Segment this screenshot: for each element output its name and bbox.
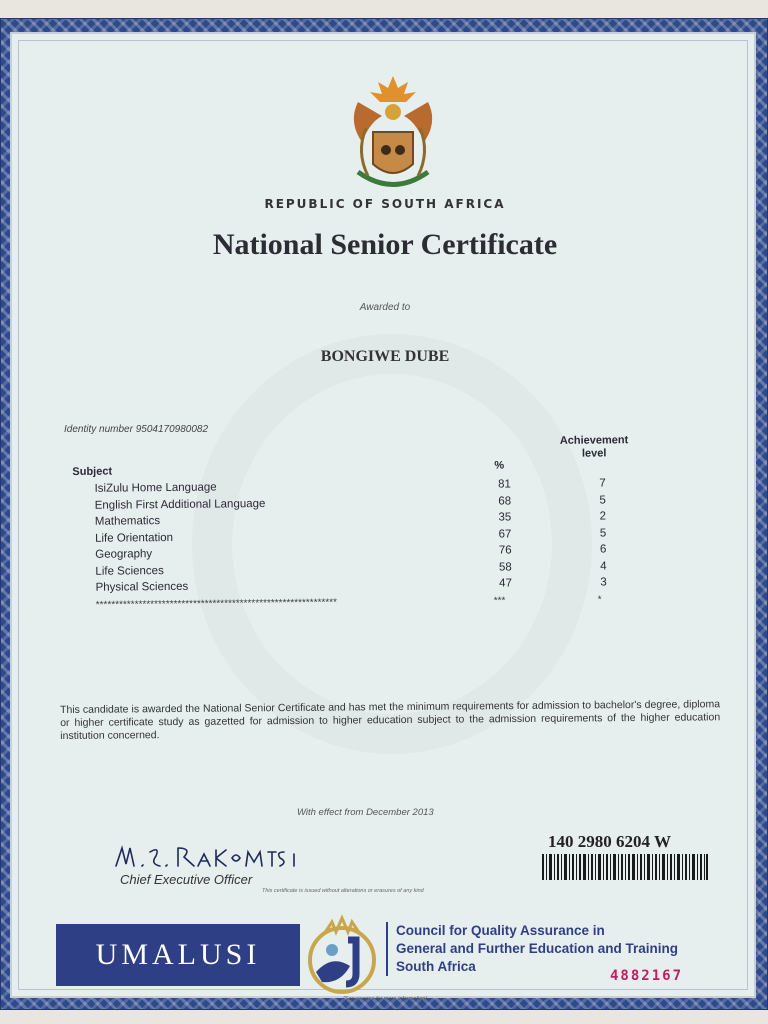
- subject-percent: 58: [498, 560, 512, 574]
- achievement-header-line2: level: [581, 447, 607, 460]
- results-table: [72, 432, 674, 618]
- percent-column-header: %: [494, 459, 505, 472]
- end-of-results-line: **************************************************************: [95, 597, 338, 611]
- subject-level: 6: [599, 543, 607, 556]
- subject-percent: 35: [498, 511, 512, 524]
- subject-percent: 76: [498, 544, 512, 557]
- subject-level: 5: [599, 526, 607, 539]
- result-rows: [94, 475, 655, 596]
- subject-percent: 47: [499, 577, 513, 590]
- certificate-fineprint: This certificate is issued without alterations or erasures of any kind: [262, 888, 424, 894]
- subject-name: Life Orientation: [94, 531, 174, 545]
- coat-of-arms-icon: [338, 72, 448, 202]
- subject-column-header: Subject: [72, 465, 113, 478]
- achievement-header-line1: Achievement: [559, 434, 629, 447]
- subject-name: Mathematics: [94, 515, 161, 528]
- umalusi-logo: UMALUSI: [56, 924, 300, 986]
- certificate-body: [10, 32, 756, 1002]
- effective-date: With effect from December 2013: [297, 807, 434, 818]
- identity-number: Identity number 9504170980082: [64, 424, 209, 435]
- end-of-percent-marker: ***: [493, 595, 506, 607]
- certificate-border: [0, 18, 768, 1010]
- subject-name: English First Additional Language: [94, 497, 266, 512]
- subject-name: Geography: [95, 548, 153, 561]
- candidate-name: BONGIWE DUBE: [320, 348, 450, 365]
- subject-name: Life Sciences: [95, 564, 164, 578]
- council-line1: Council for Quality Assurance in: [396, 923, 605, 938]
- reverse-note: (See reverse for more information): [342, 996, 428, 1002]
- umalusi-emblem-icon: [302, 914, 382, 1000]
- subject-level: 5: [599, 493, 606, 506]
- end-of-level-marker: *: [597, 594, 602, 606]
- certificate-number: 140 2980 6204 W: [548, 832, 671, 851]
- subject-level: 3: [600, 576, 607, 589]
- certificate-title: National Senior Certificate: [212, 228, 558, 261]
- achievement-column-header: [542, 434, 646, 461]
- subject-percent: 67: [498, 527, 512, 541]
- signature-image: [112, 838, 312, 874]
- country-heading: REPUBLIC OF SOUTH AFRICA: [264, 197, 506, 211]
- subject-name: IsiZulu Home Language: [94, 481, 217, 495]
- barcode-icon: [542, 854, 708, 880]
- signatory-title: Chief Executive Officer: [120, 872, 253, 887]
- subject-level: 2: [599, 510, 607, 523]
- council-line3: South Africa: [396, 959, 476, 974]
- subject-percent: 68: [498, 494, 512, 508]
- subject-level: 4: [600, 559, 607, 572]
- subject-name: Physical Sciences: [95, 580, 189, 594]
- council-line2: General and Further Education and Training: [396, 941, 679, 956]
- subject-percent: 81: [498, 478, 511, 491]
- subject-level: 7: [599, 477, 606, 490]
- awarded-to-label: Awarded to: [359, 302, 411, 313]
- serial-number: 4882167: [610, 968, 684, 984]
- award-statement: This candidate is awarded the National Senior Certificate and has met the minimum requirements for admission to bachelor's degree, diploma or higher certificate study as gazetted for admission to higher education subject to the admission requirements of the higher education institution concerned.: [60, 698, 721, 742]
